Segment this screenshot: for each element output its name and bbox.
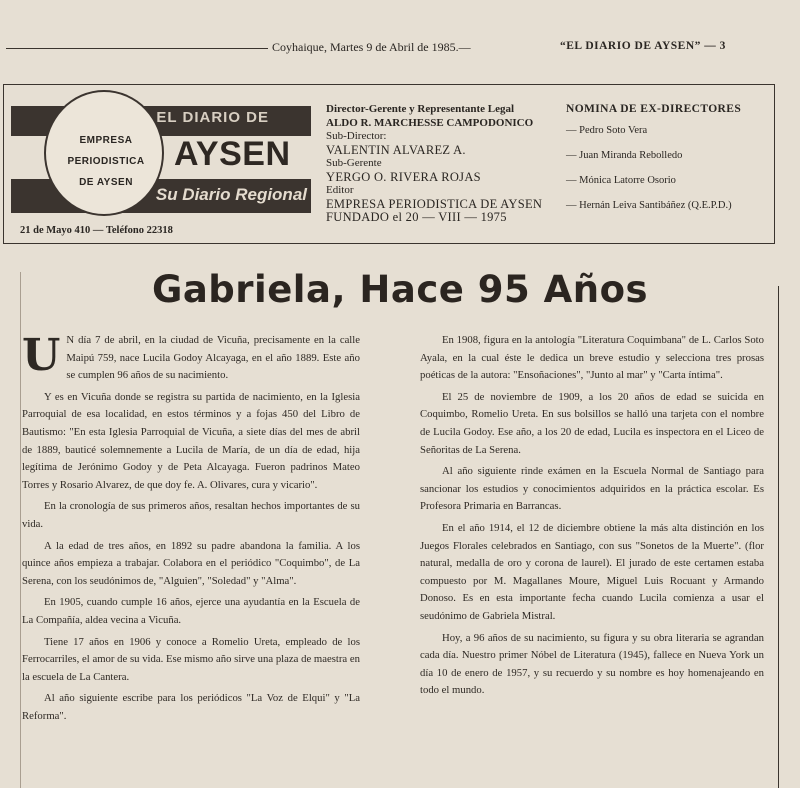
header-rule [6,48,268,49]
staff-line: FUNDADO el 20 — VIII — 1975 [326,210,507,224]
ex-director-item: — Juan Miranda Rebolledo [566,150,683,161]
running-head [0,38,800,58]
logo-company-line: PERIODISTICA [67,156,145,167]
drop-cap: U [22,330,61,381]
article-headline: Gabriela, Hace 95 Años [151,268,649,311]
article-paragraph: A la edad de tres años, en 1892 su padre abandona la familia. A los quince años empieza a trabajar. Colabora en el periódico "Coquimbo", de La Serena, con los seudónimos de, "Alguien", "Soledad" y "Alma". [22,539,360,587]
article-paragraph: En 1908, figura en la antología "Literatura Coquimbana" de L. Carlos Soto Ayala, en la cual éste le dedica un breve estudio y selecciona tres prosas poéticas de la autora: "Ensoñaciones", "Junto al mar" y "Carta íntima". [420,334,764,382]
staff-line: ALDO R. MARCHESSE CAMPODONICO [326,116,534,129]
logo-company-line: EMPRESA [79,135,133,146]
article-paragraph: En el año 1914, el 12 de diciembre obtiene la más alta distinción en los Juegos Florales celebrados en Santiago, con sus "Sonetos de la Muerte". (flor natural, medalla de oro y corona de laurel). El jurado de este certamen estaba compuesto por M. Magallanes Moure, Miguel Luis Rocuant y Armando Donoso. Es en esta importante fecha cuando Lucila comienza a usar el seudónimo de Gabriela Mistral. [420,521,764,622]
article-paragraph: N día 7 de abril, en la ciudad de Vicuña, precisamente en la calle Maipú 759, nace Lucila Godoy Alcayaga, en el año 1889. Este año se cumplen 96 años de su nacimiento. [66,334,360,382]
article-paragraph: Al año siguiente escribe para los periódicos "La Voz de Elqui" y "La Reforma". [22,692,360,722]
ex-director-item: — Pedro Soto Vera [566,125,648,136]
ex-directors [566,103,772,225]
ex-directors-title: NOMINA DE EX-DIRECTORES [566,103,742,115]
staff-line: EMPRESA PERIODISTICA DE AYSEN [326,196,543,211]
ex-director-item: — Mónica Latorre Osorio [566,175,676,186]
staff-line: YERGO O. RIVERA ROJAS [326,169,481,184]
logo-bar-label: EL DIARIO DE [156,109,269,126]
logo-company-line: DE AYSEN [79,177,133,188]
issue-date: Coyhaique, Martes 9 de Abril de 1985.— [272,40,471,54]
logo-oval [44,90,164,216]
article-paragraph: En la cronología de sus primeros años, resaltan hechos importantes de su vida. [22,500,360,530]
staff-line: Director-Gerente y Representante Legal [326,103,515,115]
article-paragraph: Tiene 17 años en 1906 y conoce a Romelio Ureta, empleado de los Ferrocarriles, el amor de su vida. Ese mismo año sirve una plaza de maestra en la escuela de La Cantera. [22,635,360,683]
article-paragraph: Y es en Vicuña donde se registra su partida de nacimiento, en la Iglesia Parroquial de esa localidad, en estos términos y a fojas 450 del Libro de Bautismo: "En esta Iglesia Parroquial de Vicuña, a siete días del mes de abril de 1889, bauticé solemnemente a Lucila de María, de un día de edad, hija legítima de Jerónimo Godoy y de Peta Alcayaga. Fueron padrinos Mateo Torres y Rosario Alvarez, de que doy fe. A. Olivares, cura y vicario". [22,390,360,491]
masthead [3,84,775,244]
staff-line: Sub-Director: [326,130,387,142]
article-paragraph: Hoy, a 96 años de su nacimiento, su figura y su obra literaria se agrandan cada día. Nuestro primer Nóbel de Literatura (1945), fallece en Nueva York un día 10 de enero de 1957, y su recuerdo y su nombre es hoy homenajeando en todo el mundo. [420,631,764,697]
staff-line: Editor [326,184,354,196]
staff-line: VALENTIN ALVAREZ A. [326,142,466,157]
article-paragraph: Al año siguiente rinde exámen en la Escuela Normal de Santiago para sancionar los estudios y conocimientos adquiridos en la práctica escolar. Es Profesora Primaria en Barrancas. [420,465,764,513]
staff-list [326,103,562,225]
staff-line: Sub-Gerente [326,157,382,169]
column-rule-left [20,272,21,788]
article-column-left [22,332,360,729]
article-paragraph: En 1905, cuando cumple 16 años, ejerce una ayudantía en la Escuela de La Compañía, aldea vecina a Vicuña. [22,596,360,626]
article-paragraph: El 25 de noviembre de 1909, a los 20 años de edad se suicida en Coquimbo, Romelio Ureta. En sus bolsillos se halló una tarjeta con el nombre de Lucila Godoy. Ese año, a los 20 de edad, Lucila es inspectora en el Liceo de Señoritas de La Serena. [420,390,764,456]
logo-name: AYSEN [174,135,291,173]
paper-name-page: “EL DIARIO DE AYSEN” — 3 [560,40,726,52]
ex-director-item: — Hernán Leiva Santibáñez (Q.E.P.D.) [566,200,732,211]
logo-slogan: Su Diario Regional [155,185,307,204]
article-column-right [420,332,764,704]
address-line: 21 de Mayo 410 — Teléfono 22318 [20,225,173,236]
column-rule-right [778,286,779,788]
logo-company-name [46,130,166,193]
